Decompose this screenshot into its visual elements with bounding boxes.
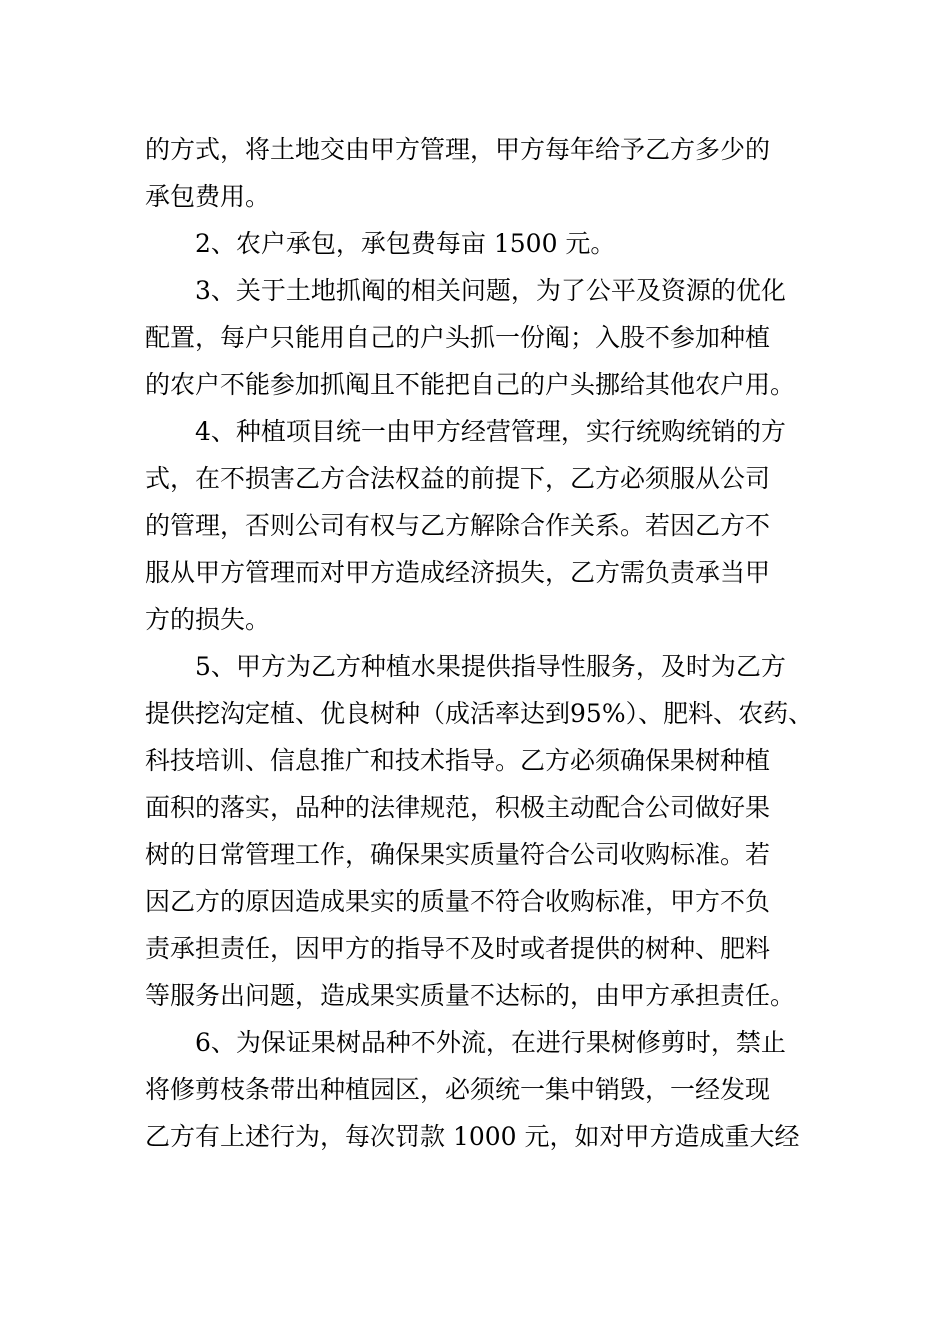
- text-line: 等服务出问题，造成果实质量不达标的，由甲方承担责任。: [145, 981, 796, 1010]
- text-line: 的农户不能参加抓阄且不能把自己的户头挪给其他农户用。: [145, 370, 796, 399]
- paragraph-start-line: 6、为保证果树品种不外流，在进行果树修剪时，禁止: [195, 1028, 786, 1057]
- paragraph-start-line: 4、种植项目统一由甲方经营管理，实行统购统销的方: [195, 417, 786, 446]
- paragraph-start-line: 2、农户承包，承包费每亩 1500 元。: [195, 229, 616, 258]
- paragraph-start-line: 5、甲方为乙方种植水果提供指导性服务，及时为乙方: [195, 652, 786, 681]
- text-line: 科技培训、信息推广和技术指导。乙方必须确保果树种植: [145, 746, 771, 775]
- text-line: 的方式，将土地交由甲方管理，甲方每年给予乙方多少的: [145, 135, 771, 164]
- text-line: 服从甲方管理而对甲方造成经济损失，乙方需负责承当甲: [145, 558, 771, 587]
- text-line: 乙方有上述行为，每次罚款 1000 元，如对甲方造成重大经: [145, 1122, 800, 1151]
- text-line: 的管理，否则公司有权与乙方解除合作关系。若因乙方不: [145, 511, 771, 540]
- text-line: 因乙方的原因造成果实的质量不符合收购标准，甲方不负: [145, 887, 771, 916]
- text-line: 责承担责任，因甲方的指导不及时或者提供的树种、肥料: [145, 934, 771, 963]
- text-line: 面积的落实，品种的法律规范，积极主动配合公司做好果: [145, 793, 771, 822]
- text-line: 方的损失。: [145, 605, 271, 634]
- text-line: 承包费用。: [145, 182, 271, 211]
- document-body: [145, 126, 835, 1160]
- text-line: 式，在不损害乙方合法权益的前提下，乙方必须服从公司: [145, 464, 771, 493]
- text-line: 提供挖沟定植、优良树种（成活率达到95%）、肥料、农药、: [145, 699, 814, 728]
- text-line: 将修剪枝条带出种植园区，必须统一集中销毁，一经发现: [145, 1075, 771, 1104]
- text-line: 配置，每户只能用自己的户头抓一份阄；入股不参加种植: [145, 323, 771, 352]
- paragraph-start-line: 3、关于土地抓阄的相关问题，为了公平及资源的优化: [195, 276, 786, 305]
- text-line: 树的日常管理工作，确保果实质量符合公司收购标准。若: [145, 840, 771, 869]
